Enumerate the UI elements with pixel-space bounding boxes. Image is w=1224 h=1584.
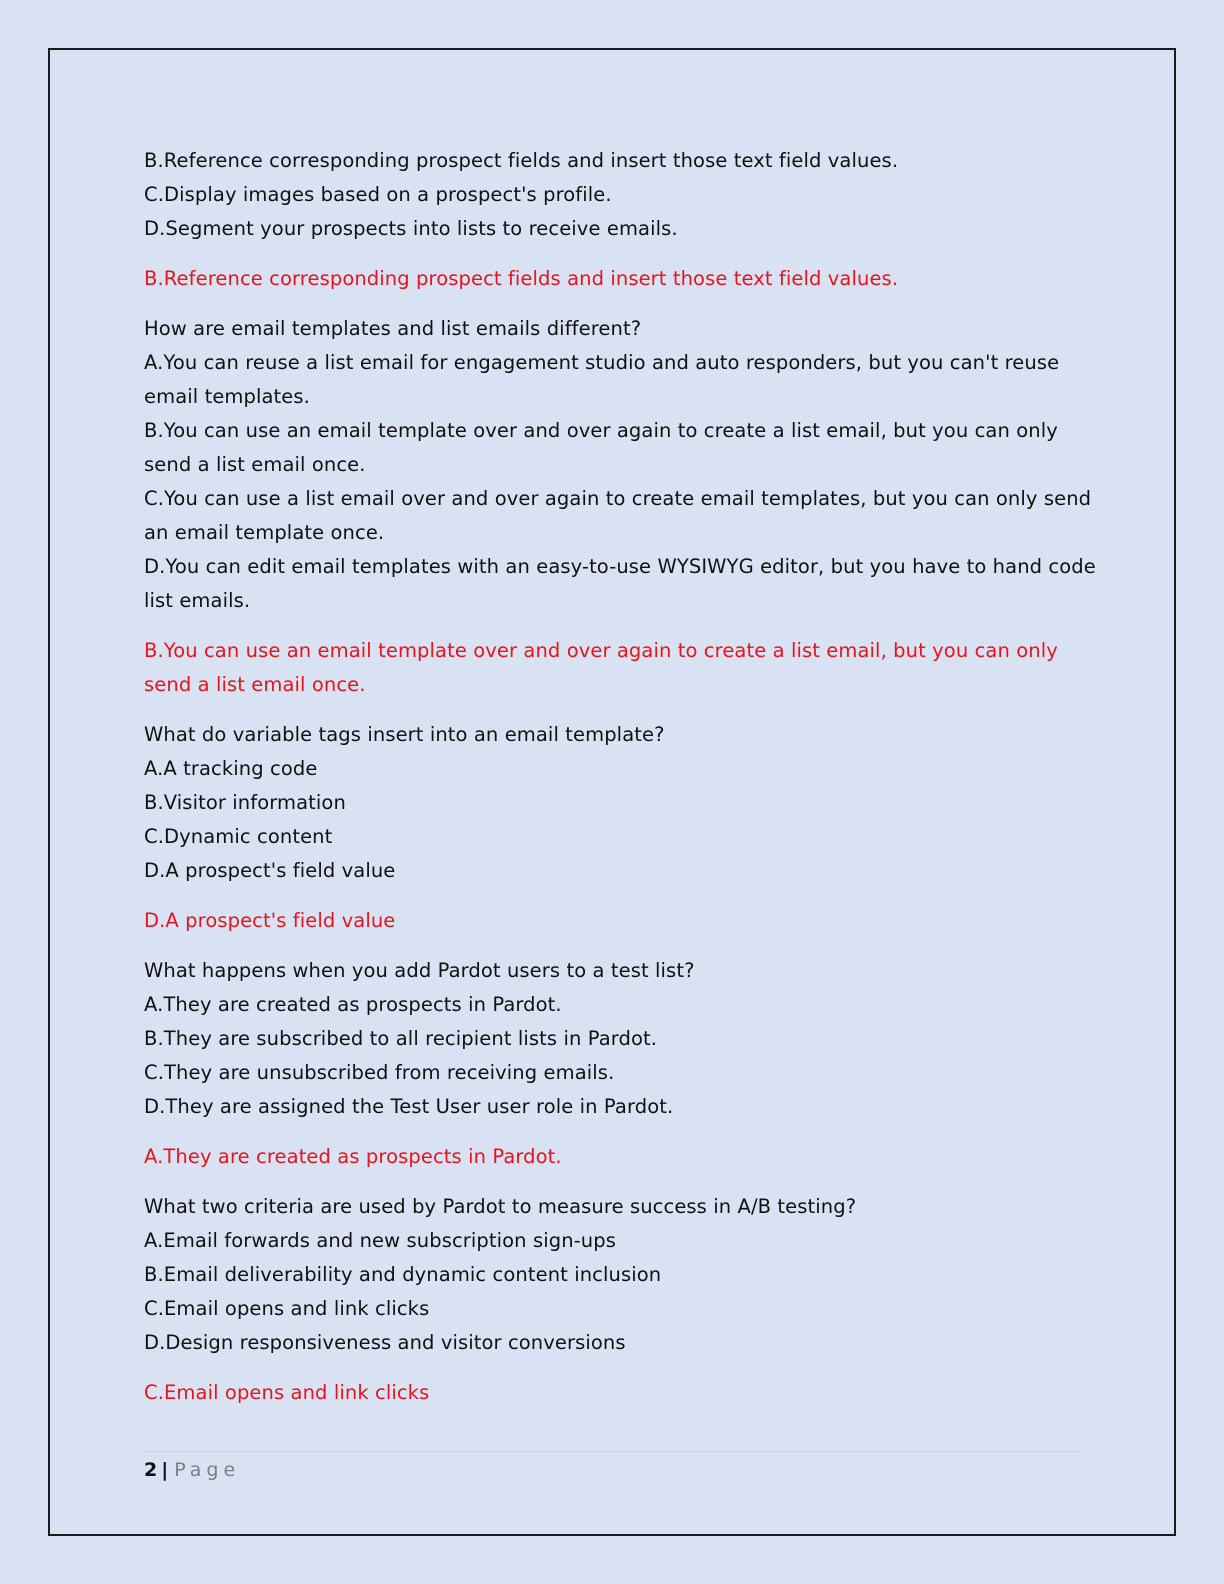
paragraph-spacer [144, 888, 1084, 904]
answer-block [144, 1140, 1084, 1174]
paragraph-spacer [144, 1360, 1084, 1376]
paragraph-spacer [144, 246, 1084, 262]
option-line: an email template once. [144, 521, 385, 544]
answer-line: C.Email opens and link clicks [144, 1381, 430, 1404]
answer-line: B.You can use an email template over and over again to create a list email, but you can only [144, 639, 1058, 662]
paragraph-spacer [144, 938, 1084, 954]
question-block [144, 1190, 1084, 1360]
option-line: A.A tracking code [144, 757, 318, 780]
option-line: send a list email once. [144, 453, 366, 476]
question-block [144, 954, 1084, 1124]
option-line: A.They are created as prospects in Pardot. [144, 993, 562, 1016]
paragraph-spacer [144, 1124, 1084, 1140]
footer-divider [143, 1451, 1085, 1452]
paragraph-spacer [144, 702, 1084, 718]
option-line: A.Email forwards and new subscription sign-ups [144, 1229, 616, 1252]
option-line: D.Segment your prospects into lists to receive emails. [144, 217, 678, 240]
question-text: What do variable tags insert into an email template? [144, 723, 665, 746]
option-line: B.You can use an email template over and over again to create a list email, but you can only [144, 419, 1058, 442]
document-body [144, 144, 1096, 1410]
answer-line: send a list email once. [144, 673, 366, 696]
answer-block [144, 262, 1084, 296]
answer-line: B.Reference corresponding prospect fields and insert those text field values. [144, 267, 899, 290]
option-line: C.Email opens and link clicks [144, 1297, 430, 1320]
options-block [144, 144, 1084, 246]
option-line: A.You can reuse a list email for engagement studio and auto responders, but you can't reuse [144, 351, 1060, 374]
answer-block [144, 1376, 1084, 1410]
option-line: D.They are assigned the Test User user role in Pardot. [144, 1095, 674, 1118]
answer-line: D.A prospect's field value [144, 909, 396, 932]
option-line: D.Design responsiveness and visitor conversions [144, 1331, 626, 1354]
question-text: What happens when you add Pardot users to a test list? [144, 959, 695, 982]
paragraph-spacer [144, 296, 1084, 312]
footer-separator: | [161, 1459, 169, 1481]
option-line: B.Email deliverability and dynamic content inclusion [144, 1263, 662, 1286]
answer-block [144, 634, 1084, 702]
page-number: 2 [144, 1459, 158, 1481]
question-block [144, 312, 1096, 618]
page-footer [144, 1454, 240, 1486]
page-label: Page [174, 1459, 241, 1481]
question-block [144, 718, 1084, 888]
option-line: C.Dynamic content [144, 825, 333, 848]
answer-line: A.They are created as prospects in Pardot. [144, 1145, 562, 1168]
option-line: email templates. [144, 385, 310, 408]
option-line: B.Visitor information [144, 791, 346, 814]
answer-block [144, 904, 1084, 938]
paragraph-spacer [144, 1174, 1084, 1190]
option-line: C.They are unsubscribed from receiving emails. [144, 1061, 615, 1084]
option-line: D.A prospect's field value [144, 859, 396, 882]
question-text: What two criteria are used by Pardot to measure success in A/B testing? [144, 1195, 857, 1218]
option-line: C.You can use a list email over and over again to create email templates, but you can only send [144, 487, 1092, 510]
question-text: How are email templates and list emails different? [144, 317, 642, 340]
option-line: B.Reference corresponding prospect fields and insert those text field values. [144, 149, 899, 172]
option-line: D.You can edit email templates with an easy-to-use WYSIWYG editor, but you have to hand code [144, 555, 1096, 578]
option-line: B.They are subscribed to all recipient lists in Pardot. [144, 1027, 658, 1050]
paragraph-spacer [144, 618, 1084, 634]
option-line: C.Display images based on a prospect's profile. [144, 183, 612, 206]
option-line: list emails. [144, 589, 251, 612]
